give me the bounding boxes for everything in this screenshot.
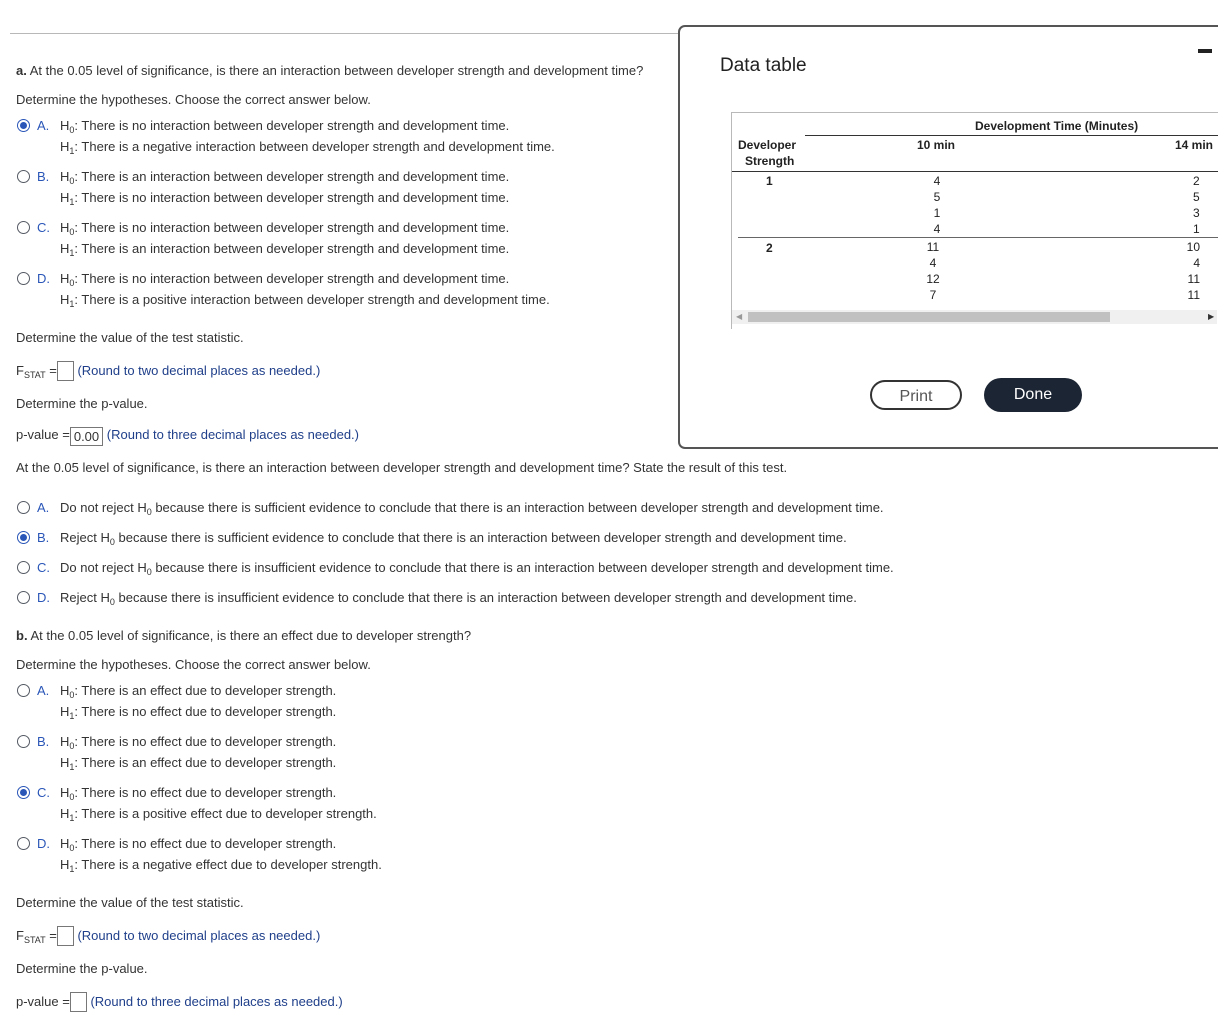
modal-title: Data table bbox=[720, 55, 807, 76]
part-a-result-d-text[interactable]: Reject $H_0$ because there is insufficient evidence to conclude that there is an interaction between developer strength and development time. bbox=[60, 590, 857, 607]
part-b-fstat-hint: (Round to two decimal places as needed.) bbox=[77, 928, 321, 943]
part-a-p-prompt: Determine the p-value. bbox=[16, 396, 148, 411]
part-b-option-b-letter[interactable]: B. bbox=[37, 734, 50, 749]
part-a-result-d-radio[interactable] bbox=[17, 591, 30, 604]
part-b-fstat-input[interactable] bbox=[57, 926, 74, 946]
part-a-option-b-h1[interactable]: $H_1$: There is no interaction between developer strength and development time. bbox=[60, 190, 510, 207]
part-a-option-a-h1[interactable]: $H_1$: There is a negative interaction between developer strength and development time. bbox=[60, 139, 555, 156]
part-a-result-b-radio[interactable] bbox=[17, 531, 30, 544]
part-a-question-text: At the 0.05 level of significance, is there an interaction between developer strength and development time? bbox=[29, 63, 644, 78]
part-a-option-d-letter[interactable]: D. bbox=[37, 271, 50, 286]
part-a-option-c-h1[interactable]: $H_1$: There is an interaction between developer strength and development time. bbox=[60, 241, 510, 258]
part-b-option-c-letter[interactable]: C. bbox=[37, 785, 50, 800]
part-a-option-a-h0[interactable]: $H_0$: There is no interaction between developer strength and development time. bbox=[60, 118, 510, 135]
part-a-label: a. bbox=[16, 63, 27, 78]
cell: 1 bbox=[1193, 222, 1200, 236]
part-a-result-d-letter[interactable]: D. bbox=[37, 590, 50, 605]
part-a-fstat-row: $F_{STAT}$ = (Round to two decimal places as needed.) bbox=[16, 363, 321, 380]
part-a-option-b-letter[interactable]: B. bbox=[37, 169, 50, 184]
part-a-result-b-letter[interactable]: B. bbox=[37, 530, 50, 545]
print-button[interactable]: Print bbox=[870, 380, 962, 410]
part-b-pvalue-hint: (Round to three decimal places as needed.) bbox=[90, 994, 343, 1009]
part-b-question bbox=[16, 628, 471, 643]
part-a-fstat-input[interactable] bbox=[57, 361, 74, 381]
cell: 11 bbox=[926, 240, 940, 254]
row-header-line1: Developer bbox=[738, 138, 797, 152]
part-a-pvalue-hint: (Round to three decimal places as needed.) bbox=[106, 427, 359, 442]
data-table-modal bbox=[678, 25, 1218, 449]
part-a-result-prompt: At the 0.05 level of significance, is there an interaction between developer strength and development time? State the result of this test. bbox=[16, 460, 788, 475]
part-a-pvalue-row: p-value = 0.00 (Round to three decimal places as needed.) bbox=[16, 427, 359, 444]
top-divider bbox=[10, 33, 690, 34]
cell: 2 bbox=[1193, 174, 1200, 188]
cell: 3 bbox=[1193, 206, 1200, 220]
part-a-result-a-letter[interactable]: A. bbox=[37, 500, 50, 515]
part-b-option-a-letter[interactable]: A. bbox=[37, 683, 50, 698]
part-a-question bbox=[16, 63, 643, 78]
part-a-option-b-radio[interactable] bbox=[17, 170, 30, 183]
part-a-option-c-letter[interactable]: C. bbox=[37, 220, 50, 235]
part-a-option-c-h0[interactable]: $H_0$: There is no interaction between developer strength and development time. bbox=[60, 220, 510, 237]
part-b-pvalue-row: p-value = (Round to three decimal places as needed.) bbox=[16, 992, 343, 1012]
part-b-option-a-h1[interactable]: $H_1$: There is no effect due to developer strength. bbox=[60, 704, 337, 721]
part-b-option-a-radio[interactable] bbox=[17, 684, 30, 697]
cell: 12 bbox=[926, 272, 940, 286]
part-b-option-b-h0[interactable]: $H_0$: There is no effect due to developer strength. bbox=[60, 734, 337, 751]
part-b-option-c-h0[interactable]: $H_0$: There is no effect due to developer strength. bbox=[60, 785, 337, 802]
part-a-result-a-text[interactable]: Do not reject $H_0$ because there is sufficient evidence to conclude that there is an interaction between developer strength and development time. bbox=[60, 500, 884, 517]
cell: 4 bbox=[929, 256, 937, 270]
cell: 4 bbox=[933, 222, 941, 236]
part-a-fstat-hint: (Round to two decimal places as needed.) bbox=[77, 363, 321, 378]
part-b-option-d-h1[interactable]: $H_1$: There is a negative effect due to developer strength. bbox=[60, 857, 382, 874]
part-b-question-text: At the 0.05 level of significance, is there an effect due to developer strength? bbox=[30, 628, 472, 643]
part-a-option-d-h0[interactable]: $H_0$: There is no interaction between developer strength and development time. bbox=[60, 271, 510, 288]
scroll-left-icon[interactable]: ◀ bbox=[736, 312, 743, 321]
part-a-option-d-h1[interactable]: $H_1$: There is a positive interaction between developer strength and development time. bbox=[60, 292, 550, 309]
part-b-option-d-letter[interactable]: D. bbox=[37, 836, 50, 851]
horizontal-scrollbar[interactable] bbox=[732, 310, 1217, 324]
cell: 11 bbox=[1187, 272, 1200, 286]
done-button[interactable]: Done bbox=[984, 378, 1082, 412]
cell: 10 bbox=[1186, 240, 1200, 254]
part-b-stat-prompt: Determine the value of the test statistic. bbox=[16, 895, 244, 910]
part-a-result-c-text[interactable]: Do not reject $H_0$ because there is insufficient evidence to conclude that there is an interaction between developer strength and development time. bbox=[60, 560, 894, 577]
part-b-label: b. bbox=[16, 628, 28, 643]
row2-label: 2 bbox=[766, 241, 773, 255]
part-a-result-c-letter[interactable]: C. bbox=[37, 560, 50, 575]
cell: 1 bbox=[933, 206, 941, 220]
part-b-option-d-h0[interactable]: $H_0$: There is no effect due to developer strength. bbox=[60, 836, 337, 853]
cell: 5 bbox=[1193, 190, 1200, 204]
part-a-option-b-h0[interactable]: $H_0$: There is an interaction between developer strength and development time. bbox=[60, 169, 510, 186]
part-a-option-a-letter[interactable]: A. bbox=[37, 118, 50, 133]
col-header-10min: 10 min bbox=[917, 138, 956, 152]
cell: 5 bbox=[933, 190, 941, 204]
cell: 7 bbox=[929, 288, 937, 302]
cell: 4 bbox=[933, 174, 941, 188]
row1-label: 1 bbox=[766, 174, 773, 188]
part-b-fstat-row: $F_{STAT}$ = (Round to two decimal places as needed.) bbox=[16, 928, 321, 945]
part-b-option-b-h1[interactable]: $H_1$: There is an effect due to developer strength. bbox=[60, 755, 337, 772]
part-a-pvalue-input[interactable]: 0.00 bbox=[70, 427, 103, 446]
part-a-result-a-radio[interactable] bbox=[17, 501, 30, 514]
part-b-option-a-h0[interactable]: $H_0$: There is an effect due to developer strength. bbox=[60, 683, 337, 700]
cell: 11 bbox=[1187, 288, 1200, 302]
cell: 4 bbox=[1193, 256, 1200, 270]
part-a-result-b-text[interactable]: Reject $H_0$ because there is sufficient evidence to conclude that there is an interaction between developer strength and development time. bbox=[60, 530, 847, 547]
col-group-header: Development Time (Minutes) bbox=[975, 119, 1139, 133]
data-table bbox=[731, 112, 1218, 329]
part-b-prompt: Determine the hypotheses. Choose the correct answer below. bbox=[16, 657, 371, 672]
part-b-option-c-radio[interactable] bbox=[17, 786, 30, 799]
part-a-prompt: Determine the hypotheses. Choose the correct answer below. bbox=[16, 92, 371, 107]
part-b-option-c-h1[interactable]: $H_1$: There is a positive effect due to developer strength. bbox=[60, 806, 377, 823]
scroll-right-icon[interactable]: ▶ bbox=[1208, 312, 1215, 321]
part-b-pvalue-input[interactable] bbox=[70, 992, 87, 1012]
part-a-result-c-radio[interactable] bbox=[17, 561, 30, 574]
scroll-thumb[interactable] bbox=[748, 312, 1110, 322]
part-a-option-c-radio[interactable] bbox=[17, 221, 30, 234]
col-header-14min: 14 min bbox=[1175, 138, 1214, 152]
part-b-p-prompt: Determine the p-value. bbox=[16, 961, 148, 976]
minimize-icon[interactable] bbox=[1198, 49, 1212, 53]
part-a-option-d-radio[interactable] bbox=[17, 272, 30, 285]
part-a-option-a-radio[interactable] bbox=[17, 119, 30, 132]
row-header-line2: Strength bbox=[745, 154, 795, 168]
part-b-option-d-radio[interactable] bbox=[17, 837, 30, 850]
part-a-stat-prompt: Determine the value of the test statistic. bbox=[16, 330, 244, 345]
part-b-option-b-radio[interactable] bbox=[17, 735, 30, 748]
